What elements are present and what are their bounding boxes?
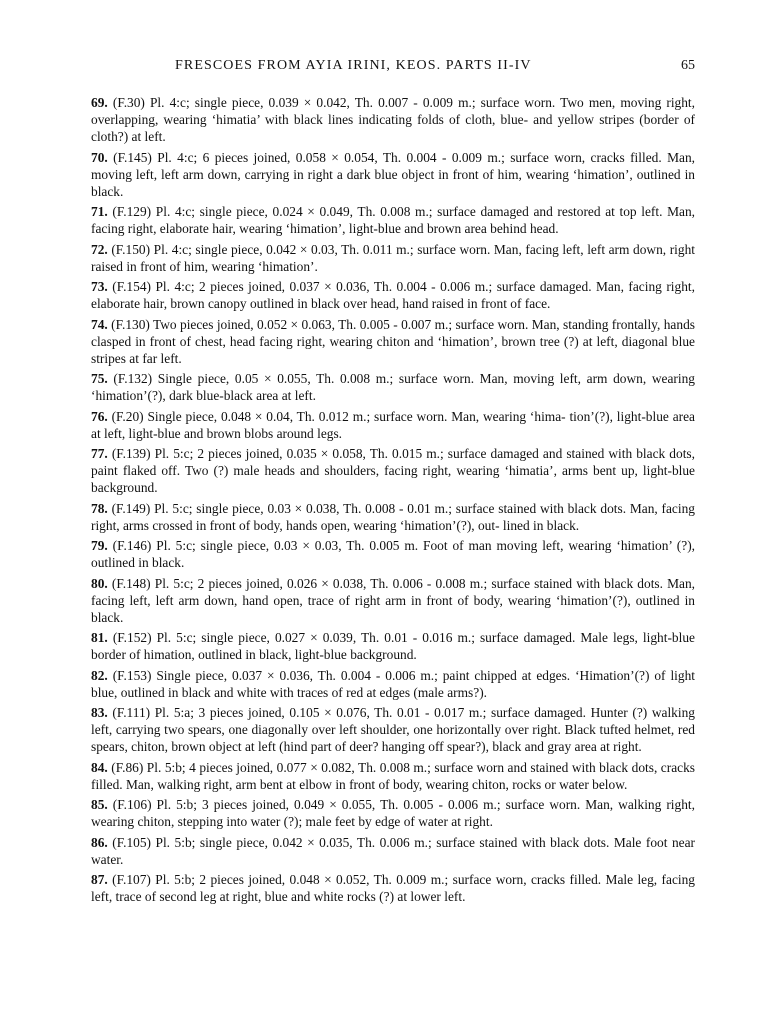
entry-text: (F.150) Pl. 4:c; single piece, 0.042 × 0.03, Th. 0.011 m.; surface worn. Man, facing left, left arm down, right raised in front of him, wearing ‘himation’. bbox=[91, 241, 695, 274]
catalogue-entry bbox=[91, 203, 695, 237]
entry-number: 72. bbox=[91, 241, 108, 257]
catalogue-entry bbox=[91, 759, 695, 793]
entry-number: 80. bbox=[91, 575, 108, 591]
catalogue-entry bbox=[91, 834, 695, 868]
entry-number: 82. bbox=[91, 667, 108, 683]
catalogue-entry bbox=[91, 575, 695, 626]
running-head-title: FRESCOES FROM AYIA IRINI, KEOS. PARTS II-IV bbox=[175, 58, 532, 73]
entry-text: (F.106) Pl. 5:b; 3 pieces joined, 0.049 × 0.055, Th. 0.005 - 0.006 m.; surface worn. Man, walking right, wearing chiton, stepping into water (?); male feet by edge of water at right. bbox=[91, 797, 695, 829]
catalogue-entry bbox=[91, 629, 695, 663]
catalogue-entry bbox=[91, 278, 695, 312]
entry-text: (F.139) Pl. 5:c; 2 pieces joined, 0.035 × 0.058, Th. 0.015 m.; surface damaged and stained with black dots, paint flaked off. Two (?) male heads and shoulders, facing right, wearing ‘himatia’, arms bent up, light-blue background. bbox=[91, 446, 695, 495]
entry-number: 75. bbox=[91, 371, 108, 386]
entry-number: 77. bbox=[91, 446, 108, 461]
entry-text: (F.30) Pl. 4:c; single piece, 0.039 × 0.042, Th. 0.007 - 0.009 m.; surface worn. Two men, moving right, overlapping, wearing ‘himatia’ with black lines indicating folds of cloth, blue- and yellow stripes (border of cloth?) at left. bbox=[91, 95, 695, 144]
catalogue-entry bbox=[91, 94, 695, 145]
entry-number: 81. bbox=[91, 630, 108, 645]
entry-number: 74. bbox=[91, 316, 108, 332]
entry-text: (F.148) Pl. 5:c; 2 pieces joined, 0.026 × 0.038, Th. 0.006 - 0.008 m.; surface stained with black dots. Man, facing left, left arm down, hand open, trace of right arm in front of body, wearing ‘himation’(?), outlined in black. bbox=[91, 575, 695, 625]
catalogue-entry bbox=[91, 871, 695, 905]
entry-number: 78. bbox=[91, 500, 108, 516]
entry-number: 83. bbox=[91, 705, 108, 720]
catalogue-entry bbox=[91, 704, 695, 755]
entry-text: (F.20) Single piece, 0.048 × 0.04, Th. 0.012 m.; surface worn. Man, wearing ‘hima- tion’(?), light-blue area at left, light-blue and brown blobs around legs. bbox=[91, 408, 695, 441]
entry-number: 86. bbox=[91, 834, 108, 850]
page-number: 65 bbox=[681, 58, 695, 73]
entry-text: (F.152) Pl. 5:c; single piece, 0.027 × 0.039, Th. 0.01 - 0.016 m.; surface damaged. Male legs, light-blue border of himation, outlined in black, light-blue background. bbox=[91, 630, 695, 662]
entry-text: (F.86) Pl. 5:b; 4 pieces joined, 0.077 × 0.082, Th. 0.008 m.; surface worn and stained with black dots, cracks filled. Man, walking right, arm bent at elbow in front of body, wearing chiton, rocks or water below. bbox=[91, 759, 696, 792]
entry-text: (F.130) Two pieces joined, 0.052 × 0.063, Th. 0.005 - 0.007 m.; surface worn. Man, standing frontally, hands clasped in front of chest, head facing right, wearing chiton and ‘himation’, brown tree (?) at left, diagonal blue stripes at far left. bbox=[91, 316, 695, 366]
entry-number: 79. bbox=[91, 538, 108, 553]
entry-number: 69. bbox=[91, 95, 108, 110]
entry-number: 84. bbox=[91, 759, 108, 775]
entry-number: 73. bbox=[91, 279, 108, 294]
entry-text: (F.132) Single piece, 0.05 × 0.055, Th. 0.008 m.; surface worn. Man, moving left, arm down, wearing ‘himation’(?), dark blue-black area at left. bbox=[91, 371, 695, 403]
entry-text: (F.107) Pl. 5:b; 2 pieces joined, 0.048 × 0.052, Th. 0.009 m.; surface worn, cracks filled. Male leg, facing left, trace of second leg at right, blue and white rocks (?) at lower left. bbox=[91, 872, 695, 904]
entry-text: (F.146) Pl. 5:c; single piece, 0.03 × 0.03, Th. 0.005 m. Foot of man moving left, wearing ‘himation’ (?), outlined in black. bbox=[91, 538, 695, 570]
catalogue-entry bbox=[91, 667, 695, 701]
catalogue-entry bbox=[91, 796, 695, 830]
entry-number: 76. bbox=[91, 408, 108, 424]
entry-number: 71. bbox=[91, 204, 108, 219]
entry-text: (F.105) Pl. 5:b; single piece, 0.042 × 0.035, Th. 0.006 m.; surface stained with black dots. Male foot near water. bbox=[91, 834, 695, 867]
entry-text: (F.129) Pl. 4:c; single piece, 0.024 × 0.049, Th. 0.008 m.; surface damaged and restored at top left. Man, facing right, elaborate hair, wearing ‘himation’, light-blue and brown area behind head. bbox=[91, 204, 695, 236]
catalogue-entry bbox=[91, 408, 695, 442]
entry-number: 70. bbox=[91, 149, 108, 165]
entry-text: (F.153) Single piece, 0.037 × 0.036, Th. 0.004 - 0.006 m.; paint chipped at edges. ‘Himation’(?) of light blue, outlined in black and white with traces of red at edges (male arms?). bbox=[91, 667, 695, 700]
entry-number: 85. bbox=[91, 797, 108, 812]
catalogue-entry bbox=[91, 149, 695, 200]
catalogue-entry bbox=[91, 316, 695, 367]
catalogue-entry bbox=[91, 370, 695, 404]
catalogue-entries bbox=[91, 94, 695, 909]
running-head bbox=[91, 58, 695, 78]
catalogue-entry bbox=[91, 241, 695, 275]
catalogue-entry bbox=[91, 500, 695, 534]
entry-text: (F.149) Pl. 5:c; single piece, 0.03 × 0.038, Th. 0.008 - 0.01 m.; surface stained with black dots. Man, facing right, arms crossed in front of body, hands open, wearing ‘himation’(?), out- lined in black. bbox=[91, 500, 695, 533]
catalogue-entry bbox=[91, 537, 695, 571]
entry-number: 87. bbox=[91, 872, 108, 887]
catalogue-entry bbox=[91, 445, 695, 496]
entry-text: (F.111) Pl. 5:a; 3 pieces joined, 0.105 × 0.076, Th. 0.01 - 0.017 m.; surface damaged. Hunter (?) walking left, carrying two spears, one diagonally over left shoulder, one horizontally over right. Black tufted helmet, red spears, chiton, brown object at left (hind part of deer? hanging off spear?), black and gray area at right. bbox=[91, 705, 695, 754]
entry-text: (F.154) Pl. 4:c; 2 pieces joined, 0.037 × 0.036, Th. 0.004 - 0.006 m.; surface damaged. Man, facing right, elaborate hair, brown canopy outlined in black over head, hand raised in front of face. bbox=[91, 279, 695, 311]
entry-text: (F.145) Pl. 4:c; 6 pieces joined, 0.058 × 0.054, Th. 0.004 - 0.009 m.; surface worn, cracks filled. Man, moving left, left arm down, carrying in right a dark blue object in front of him, wearing ‘himation’, outlined in black. bbox=[91, 149, 695, 199]
